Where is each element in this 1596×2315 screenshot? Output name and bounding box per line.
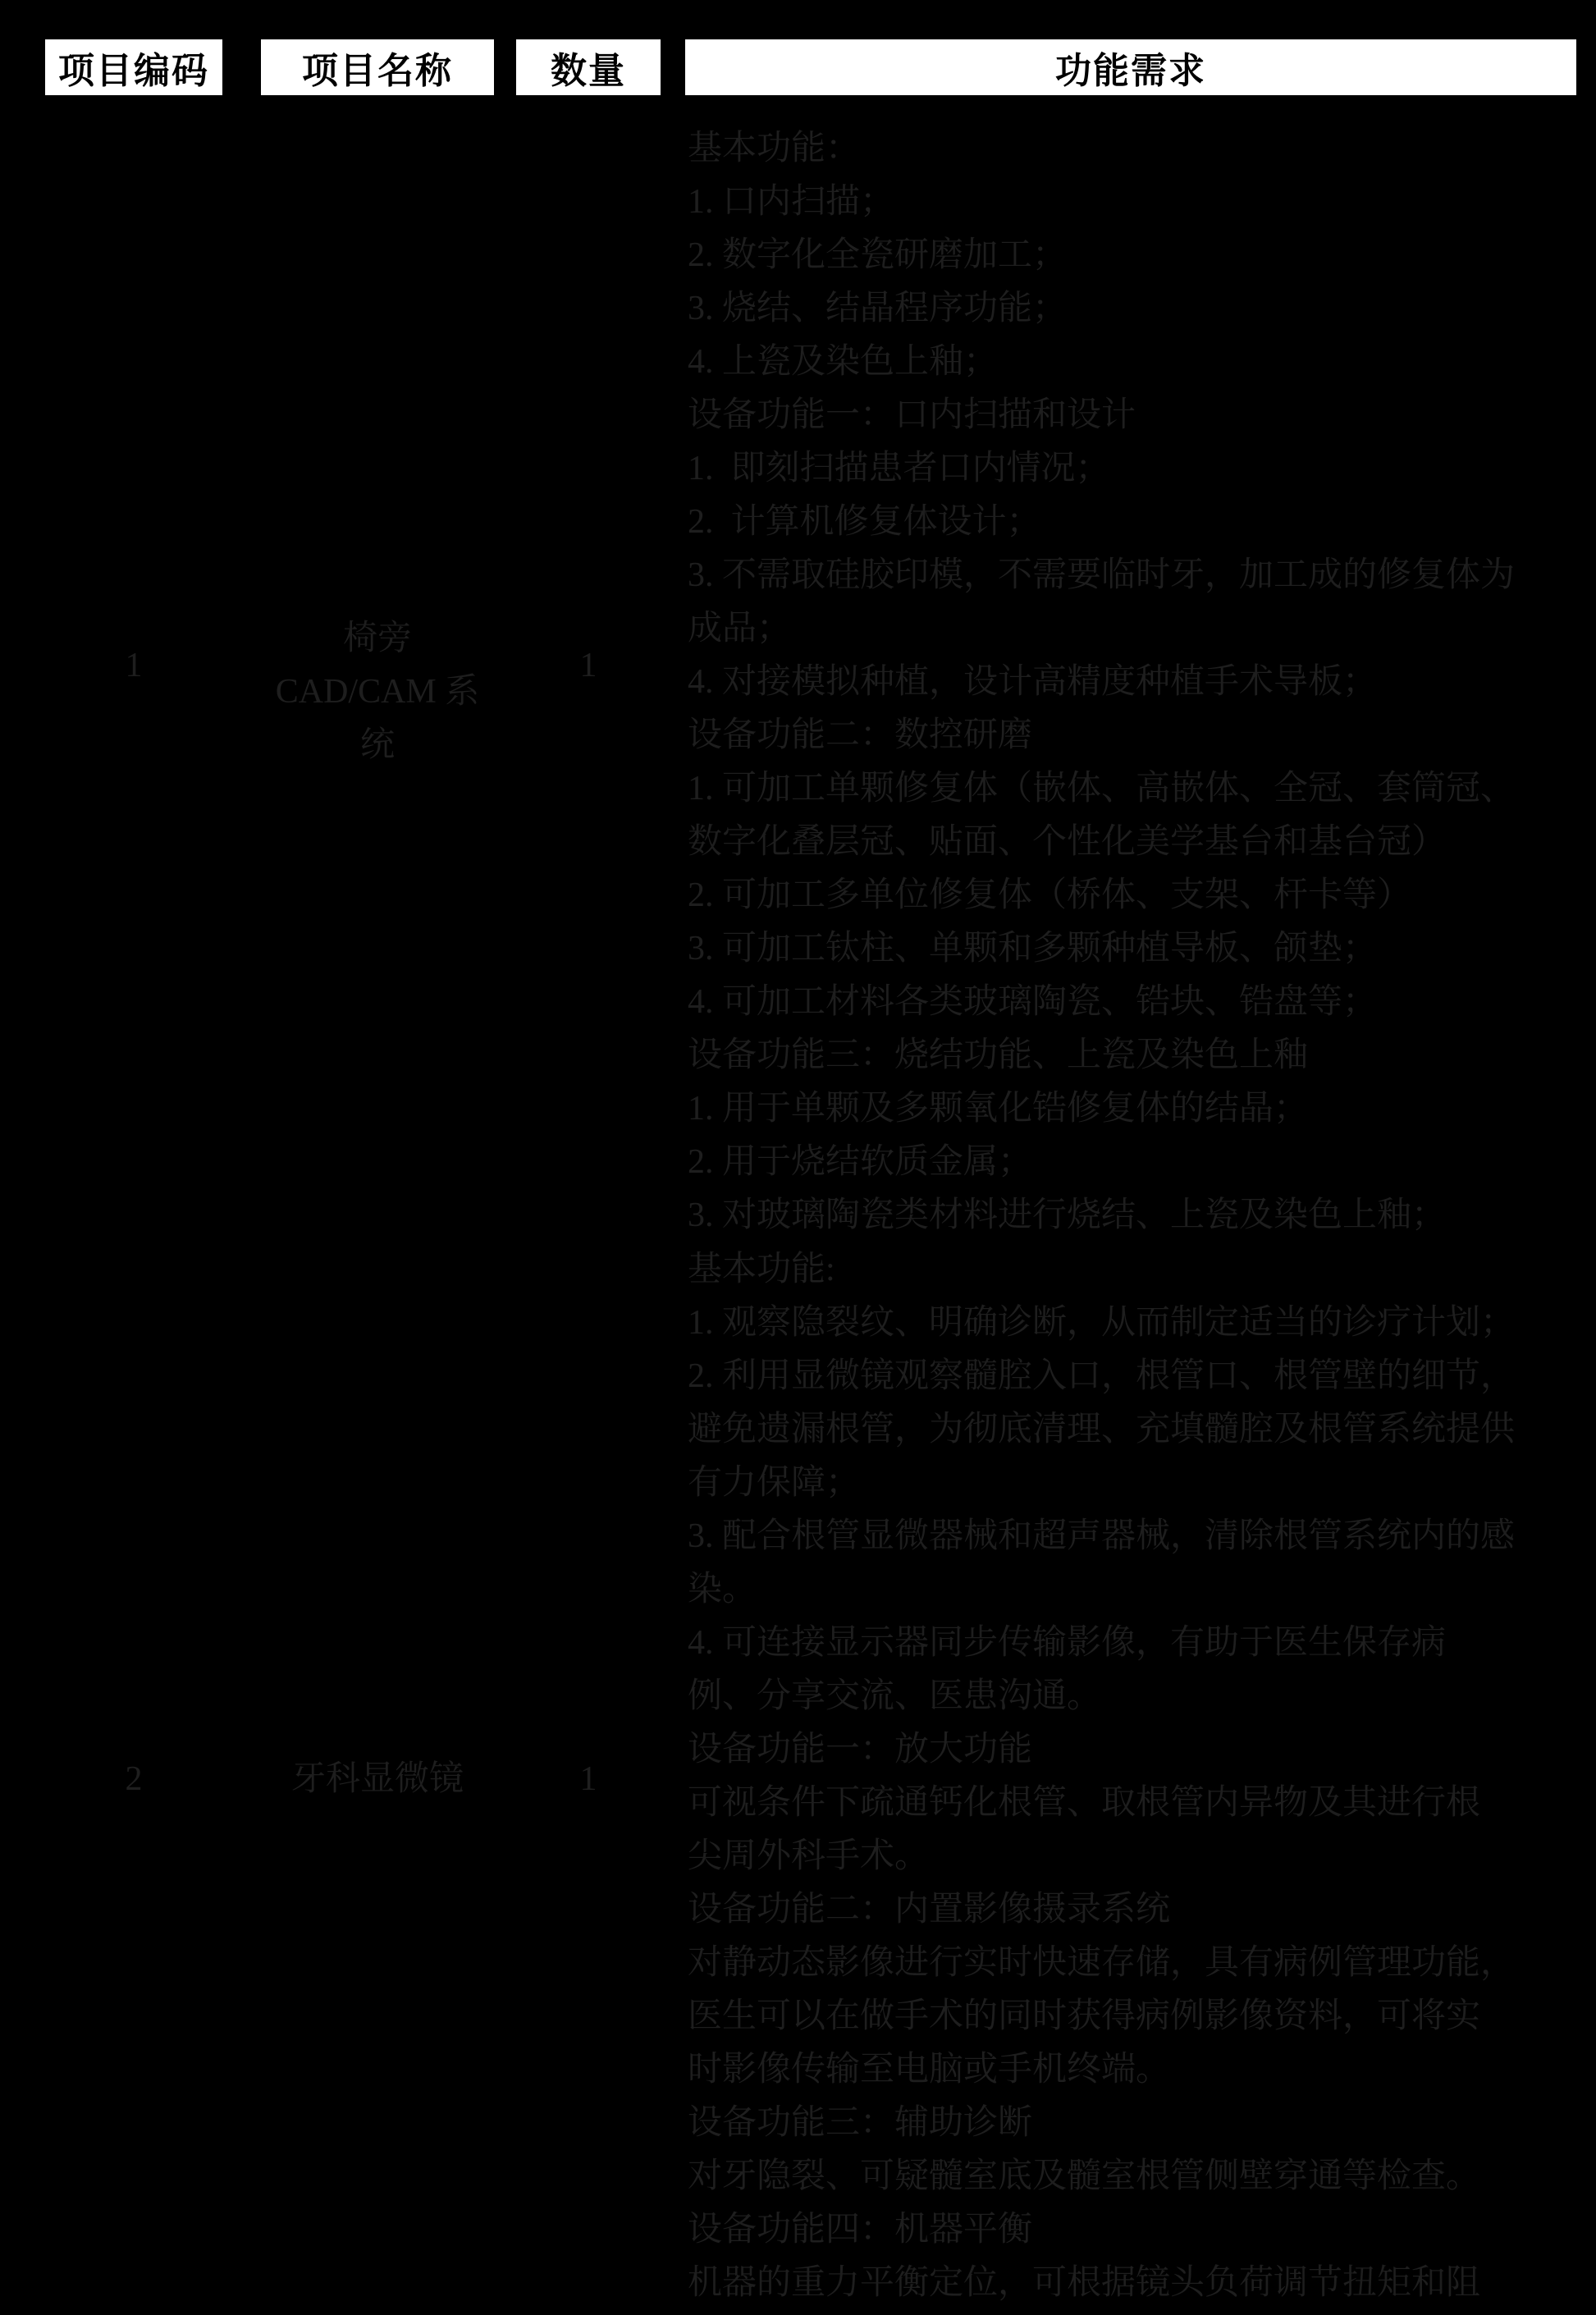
row2-name-cell [261, 1237, 494, 2315]
text-line: 1. 观察隐裂纹、明确诊断，从而制定适当的诊疗计划； [688, 1304, 1516, 1342]
row2-code-cell [45, 1237, 222, 2315]
text-line: 染。 [688, 1571, 757, 1608]
row1-name-cell [261, 94, 494, 1237]
header-label-project-name: 项目名称 [302, 51, 453, 91]
text-line: 设备功能三：烧结功能、上瓷及染色上釉 [688, 1036, 1309, 1074]
text-line: 尖周外科手术。 [688, 1837, 930, 1875]
text-line: 牙科显微镜 [290, 1759, 464, 1798]
text-line: 机器的重力平衡定位，可根据镜头负荷调节扭矩和阻 [688, 2264, 1481, 2302]
text-line: 设备功能二：内置影像摄录系统 [688, 1891, 1171, 1928]
text-line: 2. 可加工多单位修复体（桥体、支架、杆卡等） [688, 876, 1412, 914]
row2-requirements-cell [688, 1243, 1584, 2310]
text-line: 3. 可加工钛柱、单颗和多颗种植导板、颌垫； [688, 930, 1378, 968]
text-line: 数字化叠层冠、贴面、个性化美学基台和基台冠） [688, 823, 1447, 861]
row2-quantity: 1 [579, 1759, 597, 1798]
text-line: 时影像传输至电脑或手机终端。 [688, 2051, 1171, 2089]
row2-code: 2 [125, 1759, 143, 1798]
header-label-requirements: 功能需求 [1055, 51, 1206, 91]
text-line: 2. 利用显微镜观察髓腔入口，根管口、根管壁的细节， [688, 1357, 1516, 1395]
header-cell-requirements [685, 39, 1576, 95]
text-line: 有力保障； [688, 1464, 861, 1502]
row1-code: 1 [125, 646, 143, 684]
header-cell-project-name [261, 39, 494, 95]
text-line: 4. 上瓷及染色上釉； [688, 343, 999, 381]
text-line: 对牙隐裂、可疑髓室底及髓室根管侧壁穿通等检查。 [688, 2157, 1481, 2195]
text-line: 1. 口内扫描； [688, 183, 895, 221]
text-line: 设备功能四：机器平衡 [688, 2211, 1033, 2249]
text-line: 例、分享交流、医患沟通。 [688, 1677, 1102, 1715]
text-line: 椅旁 [342, 620, 412, 657]
text-line: 4. 对接模拟种植，设计高精度种植手术导板； [688, 663, 1378, 701]
text-line: 基本功能： [688, 130, 861, 167]
row1-quantity-cell [516, 94, 661, 1237]
text-line: 设备功能一：放大功能 [688, 1731, 1033, 1768]
text-line: 设备功能二：数控研磨 [688, 716, 1033, 754]
text-line: 避免遗漏根管，为彻底清理、充填髓腔及根管系统提供 [688, 1411, 1516, 1448]
header-cell-project-code [45, 39, 222, 95]
text-line: 基本功能: [688, 1251, 835, 1288]
text-line: 1. 用于单颗及多颗氧化锆修复体的结晶； [688, 1090, 1309, 1128]
text-line: 2. 数字化全瓷研磨加工； [688, 236, 1068, 274]
row1-code-cell [45, 94, 222, 1237]
header-label-project-code: 项目编码 [58, 51, 209, 91]
row2-quantity-cell [516, 1237, 661, 2315]
text-line: 可视条件下疏通钙化根管、取根管内异物及其进行根 [688, 1784, 1481, 1822]
text-line: 设备功能三：辅助诊断 [688, 2104, 1033, 2142]
row1-requirements-cell [688, 122, 1584, 1242]
text-line: 设备功能一：口内扫描和设计 [688, 396, 1136, 434]
text-line: 医生可以在做手术的同时获得病例影像资料，可将实 [688, 1997, 1481, 2035]
text-line: 4. 可连接显示器同步传输影像，有助于医生保存病 [688, 1624, 1447, 1662]
text-line: 1. 可加工单颗修复体（嵌体、高嵌体、全冠、套筒冠、 [688, 770, 1516, 808]
text-line: 1. 即刻扫描患者口内情况； [688, 450, 1110, 487]
text-line: 3. 烧结、结晶程序功能； [688, 290, 1068, 327]
text-line: CAD/CAM 系统 [275, 673, 480, 764]
text-line: 2. 用于烧结软质金属； [688, 1143, 1033, 1181]
text-line: 2. 计算机修复体设计； [688, 503, 1041, 541]
text-line: 3. 配合根管显微器械和超声器械，清除根管系统内的感 [688, 1517, 1516, 1555]
text-line: 成品； [688, 610, 792, 647]
text-line: 对静动态影像进行实时快速存储，具有病例管理功能， [688, 1944, 1516, 1982]
header-label-quantity: 数量 [551, 51, 626, 91]
row1-quantity: 1 [579, 646, 597, 684]
text-line: 3. 不需取硅胶印模，不需要临时牙，加工成的修复体为 [688, 556, 1516, 594]
text-line: 3. 对玻璃陶瓷类材料进行烧结、上瓷及染色上釉； [688, 1196, 1447, 1234]
header-cell-quantity [516, 39, 661, 95]
text-line: 4. 可加工材料各类玻璃陶瓷、锆块、锆盘等； [688, 983, 1378, 1021]
